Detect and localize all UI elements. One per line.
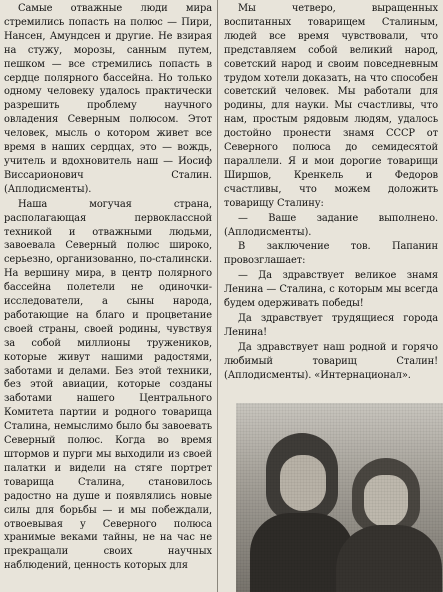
left-paragraph-1: Самые отважные люди мира стремились попасть на полюс — Пири, Нансен, Амундсен и другие. Не взирая на стужу, морозы, санным путем, пешком — все стремились попасть в сердце полярного бассейна. Но только одному человеку удалось практически разрешить проблему научного овладения Северным полюсом. Этот человек, мысль о котором живет все время в наших сердцах, это — вождь, учитель и вдохновитель наш — Иосиф Виссарионович Сталин. (Аплодисменты). [4,3,212,195]
right-column [224,2,438,382]
column-divider [217,0,218,592]
right-paragraph-5: Да здравствует трудящиеся города Ленина! [224,312,438,338]
right-paragraph-1: Мы четверо, выращенных воспитанных товарищем Сталиным, людей все время чувствовали, что представляем собой великий народ, советский народ и своим повседневным трудом хотели доказать, на что способен советский человек. Мы работали для родины, для науки. Мы счастливы, что нам, простым рядовым людям, удалось достойно пронести знамя СССР от Северного полюса до семидесятой параллели. Я и мои дорогие товарищи Ширшов, Кренкель и Федоров счастливы, что можем доложить товарищу Сталину: [224,3,438,209]
right-paragraph-3: В заключение тов. Папанин провозглашает: [224,241,438,267]
right-paragraph-4: — Да здравствует великое знамя Ленина — Сталина, с которым мы всегда будем одерживать победы! [224,270,438,310]
right-paragraph-2: — Ваше задание выполнено. (Аплодисменты). [224,212,438,238]
photo-two-polar-explorers [236,403,443,592]
left-paragraph-2: Наша могучая страна, располагающая первоклассной техникой и отважными людьми, завоевала Северный полюс широко, серьезно, организованно, по-сталински. На вершину мира, в центр полярного бассейна полетели не одиночки-исследователи, а сыны народа, работающие на благо и процветание своей страны, своей родины, чувствуя за собой миллионы тружеников, которые живут нашими радостями, заботами и делами. Без этой техники, без этой авиации, которые созданы заботами нашего Центрального Комитета партии и родного товарища Сталина, немыслимо было бы завоевать Северный полюс. Когда во время штормов и пурги мы выходили из своей палатки и видели на стяге портрет товарища Сталина, становилось радостно на душе и появлялись новые силы для борьбы — и мы побеждали, отвоевывая у Северного полюса хранимые веками тайны, не на час не прекращали своих научных наблюдений, ценность которых для [4,198,212,572]
right-paragraph-6: Да здравствует наш родной и горячо любимый товарищ Сталин! (Аплодисменты). «Интернационал». [224,341,438,381]
photo-grain [236,403,443,592]
left-column [4,2,212,573]
